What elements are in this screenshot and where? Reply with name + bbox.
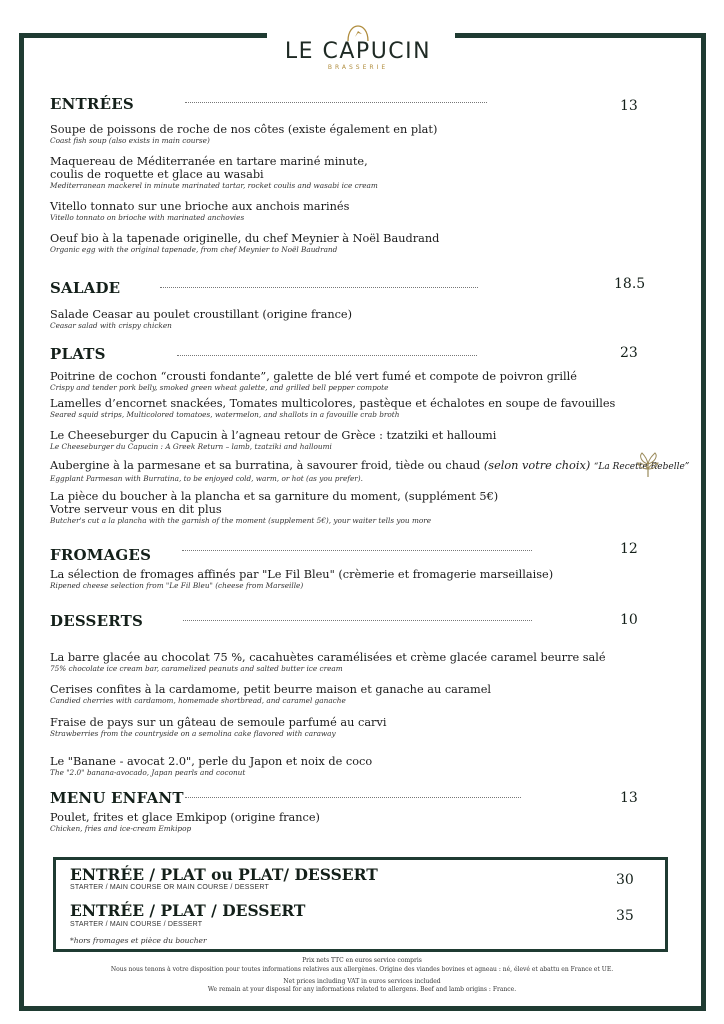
item-name bbox=[50, 459, 690, 474]
section-divider bbox=[160, 287, 478, 288]
menu-item bbox=[50, 155, 650, 190]
section-price-enfant: 13 bbox=[620, 790, 638, 806]
item-name: Fraise de pays sur un gâteau de semoule parfumé au carvi bbox=[50, 716, 387, 729]
recette-rebelle-tag: “La Recette Rebelle” bbox=[593, 462, 690, 472]
item-translation: Eggplant Parmesan with Burratina, to be enjoyed cold, warm, or hot (as you prefer). bbox=[50, 474, 363, 483]
section-divider bbox=[185, 102, 487, 103]
section-title-salade: SALADE bbox=[50, 279, 121, 297]
section-title-enfant: MENU ENFANT bbox=[50, 789, 184, 807]
item-translation: Seared squid strips, Multicolored tomatoes, watermelon, and shallots in a favouille crab broth bbox=[50, 410, 400, 419]
item-translation: Ripened cheese selection from "Le Fil Bleu" (cheese from Marseille) bbox=[50, 581, 304, 590]
formula-subtitle: STARTER / MAIN COURSE OR MAIN COURSE / DESSERT bbox=[70, 884, 270, 891]
footer-line: We remain at your disposal for any informations related to allergens. Beef and lamb origins : France. bbox=[207, 986, 517, 993]
item-name: Salade Ceasar au poulet croustillant (origine france) bbox=[50, 308, 353, 321]
item-translation: 75% chocolate ice cream bar, caramelized peanuts and salted butter ice cream bbox=[50, 664, 343, 673]
frame-top-left bbox=[19, 33, 267, 38]
formula-subtitle: STARTER / MAIN COURSE / DESSERT bbox=[70, 921, 203, 928]
menu-item bbox=[50, 683, 650, 705]
menu-item bbox=[50, 459, 690, 483]
item-name: Soupe de poissons de roche de nos côtes (existe également en plat) bbox=[50, 123, 438, 136]
formula-note: *hors fromages et pièce du boucher bbox=[70, 936, 207, 945]
menu-item bbox=[50, 651, 650, 673]
section-divider bbox=[185, 797, 521, 798]
item-name: Lamelles d’encornet snackées, Tomates multicolores, pastèque et échalotes en soupe de favouilles bbox=[50, 397, 616, 410]
item-name: La barre glacée au chocolat 75 %, cacahuètes caramélisées et crème glacée caramel beurre salé bbox=[50, 651, 606, 664]
menu-item bbox=[50, 811, 650, 833]
section-divider bbox=[182, 550, 532, 551]
item-translation: Chicken, fries and ice-cream Emkipop bbox=[50, 824, 192, 833]
formula-price: 35 bbox=[616, 908, 634, 924]
item-name: Vitello tonnato sur une brioche aux anchois marinés bbox=[50, 200, 350, 213]
menu-item bbox=[50, 568, 650, 590]
menu-item bbox=[50, 755, 650, 777]
section-price-desserts: 10 bbox=[620, 612, 638, 628]
item-name: Cerises confites à la cardamome, petit beurre maison et ganache au caramel bbox=[50, 683, 492, 696]
menu-item bbox=[50, 123, 650, 145]
section-price-entrees: 13 bbox=[620, 98, 638, 114]
menu-item bbox=[50, 490, 650, 525]
menu-item bbox=[50, 200, 650, 222]
menu-item bbox=[50, 397, 650, 419]
item-translation: Coast fish soup (also exists in main course) bbox=[50, 136, 210, 145]
item-name: La sélection de fromages affinés par "Le Fil Bleu" (crèmerie et fromagerie marseillaise) bbox=[50, 568, 554, 581]
item-translation: Crispy and tender pork belly, smoked green wheat galette, and grilled bell pepper compote bbox=[50, 383, 389, 392]
brand-subtitle: BRASSERIE bbox=[327, 64, 389, 71]
formula-price: 30 bbox=[616, 872, 634, 888]
item-name-line2: Votre serveur vous en dit plus bbox=[50, 503, 222, 516]
item-name: Le "Banane - avocat 2.0", perle du Japon et noix de coco bbox=[50, 755, 373, 768]
item-name: Poitrine de cochon “crousti fondante”, galette de blé vert fumé et compote de poivron grillé bbox=[50, 370, 577, 383]
item-translation: Le Cheeseburger du Capucin : A Greek Return – lamb, tzatziki and halloumi bbox=[50, 442, 332, 451]
section-divider bbox=[183, 620, 532, 621]
section-price-salade: 18.5 bbox=[614, 276, 646, 292]
brand-logo bbox=[268, 24, 448, 72]
item-translation: Strawberries from the countryside on a semolina cake flavored with caraway bbox=[50, 729, 336, 738]
item-translation: The "2.0" banana-avocado, Japan pearls and coconut bbox=[50, 768, 246, 777]
item-translation: Butcher's cut a la plancha with the garnish of the moment (supplement 5€), your waiter tells you more bbox=[50, 516, 432, 525]
section-title-plats: PLATS bbox=[50, 345, 106, 363]
item-translation: Mediterranean mackerel in minute marinated tartar, rocket coulis and wasabi ice cream bbox=[50, 181, 378, 190]
footer-line: Nous nous tenons à votre disposition pour toutes informations relatives aux allergènes. Origine des viandes bovines et agneau : né, élevé et abattu en France et UE. bbox=[110, 966, 614, 973]
section-price-fromages: 12 bbox=[620, 541, 638, 557]
item-name: Oeuf bio à la tapenade originelle, du chef Meynier à Noël Baudrand bbox=[50, 232, 440, 245]
formula-title: ENTRÉE / PLAT / DESSERT bbox=[70, 901, 306, 920]
menu-item bbox=[50, 232, 650, 254]
footer-line: Prix nets TTC en euros service compris bbox=[302, 957, 422, 964]
item-translation: Ceasar salad with crispy chicken bbox=[50, 321, 172, 330]
section-title-desserts: DESSERTS bbox=[50, 612, 144, 630]
item-name: La pièce du boucher à la plancha et sa garniture du moment, (supplément 5€) bbox=[50, 490, 499, 503]
menu-item bbox=[50, 370, 650, 392]
menu-item bbox=[50, 716, 650, 738]
brand-name: LE CAPUCIN bbox=[284, 39, 432, 64]
item-name-note: (selon votre choix) bbox=[483, 459, 591, 472]
frame-top-right bbox=[455, 33, 706, 38]
item-name-line2: coulis de roquette et glace au wasabi bbox=[50, 168, 264, 181]
item-translation: Candied cherries with cardamom, homemade shortbread, and caramel ganache bbox=[50, 696, 346, 705]
formula-title: ENTRÉE / PLAT ou PLAT/ DESSERT bbox=[70, 865, 378, 884]
section-title-entrees: ENTRÉES bbox=[50, 95, 134, 113]
menu-item bbox=[50, 308, 650, 330]
section-title-fromages: FROMAGES bbox=[50, 546, 152, 564]
section-price-plats: 23 bbox=[620, 345, 638, 361]
item-name: Maquereau de Méditerranée en tartare mariné minute, bbox=[50, 155, 368, 168]
item-name: Le Cheeseburger du Capucin à l’agneau retour de Grèce : tzatziki et halloumi bbox=[50, 429, 497, 442]
section-divider bbox=[177, 355, 477, 356]
item-translation: Organic egg with the original tapenade, from chef Meynier to Noël Baudrand bbox=[50, 245, 338, 254]
item-name: Poulet, frites et glace Emkipop (origine france) bbox=[50, 811, 320, 824]
rebelle-plant-icon bbox=[633, 450, 663, 478]
footer-line: Net prices including VAT in euros services included bbox=[283, 978, 441, 985]
item-name-main: Aubergine à la parmesane et sa burratina, à savourer froid, tiède ou chaud bbox=[50, 459, 481, 472]
item-translation: Vitello tonnato on brioche with marinated anchovies bbox=[50, 213, 245, 222]
menu-item bbox=[50, 429, 650, 451]
